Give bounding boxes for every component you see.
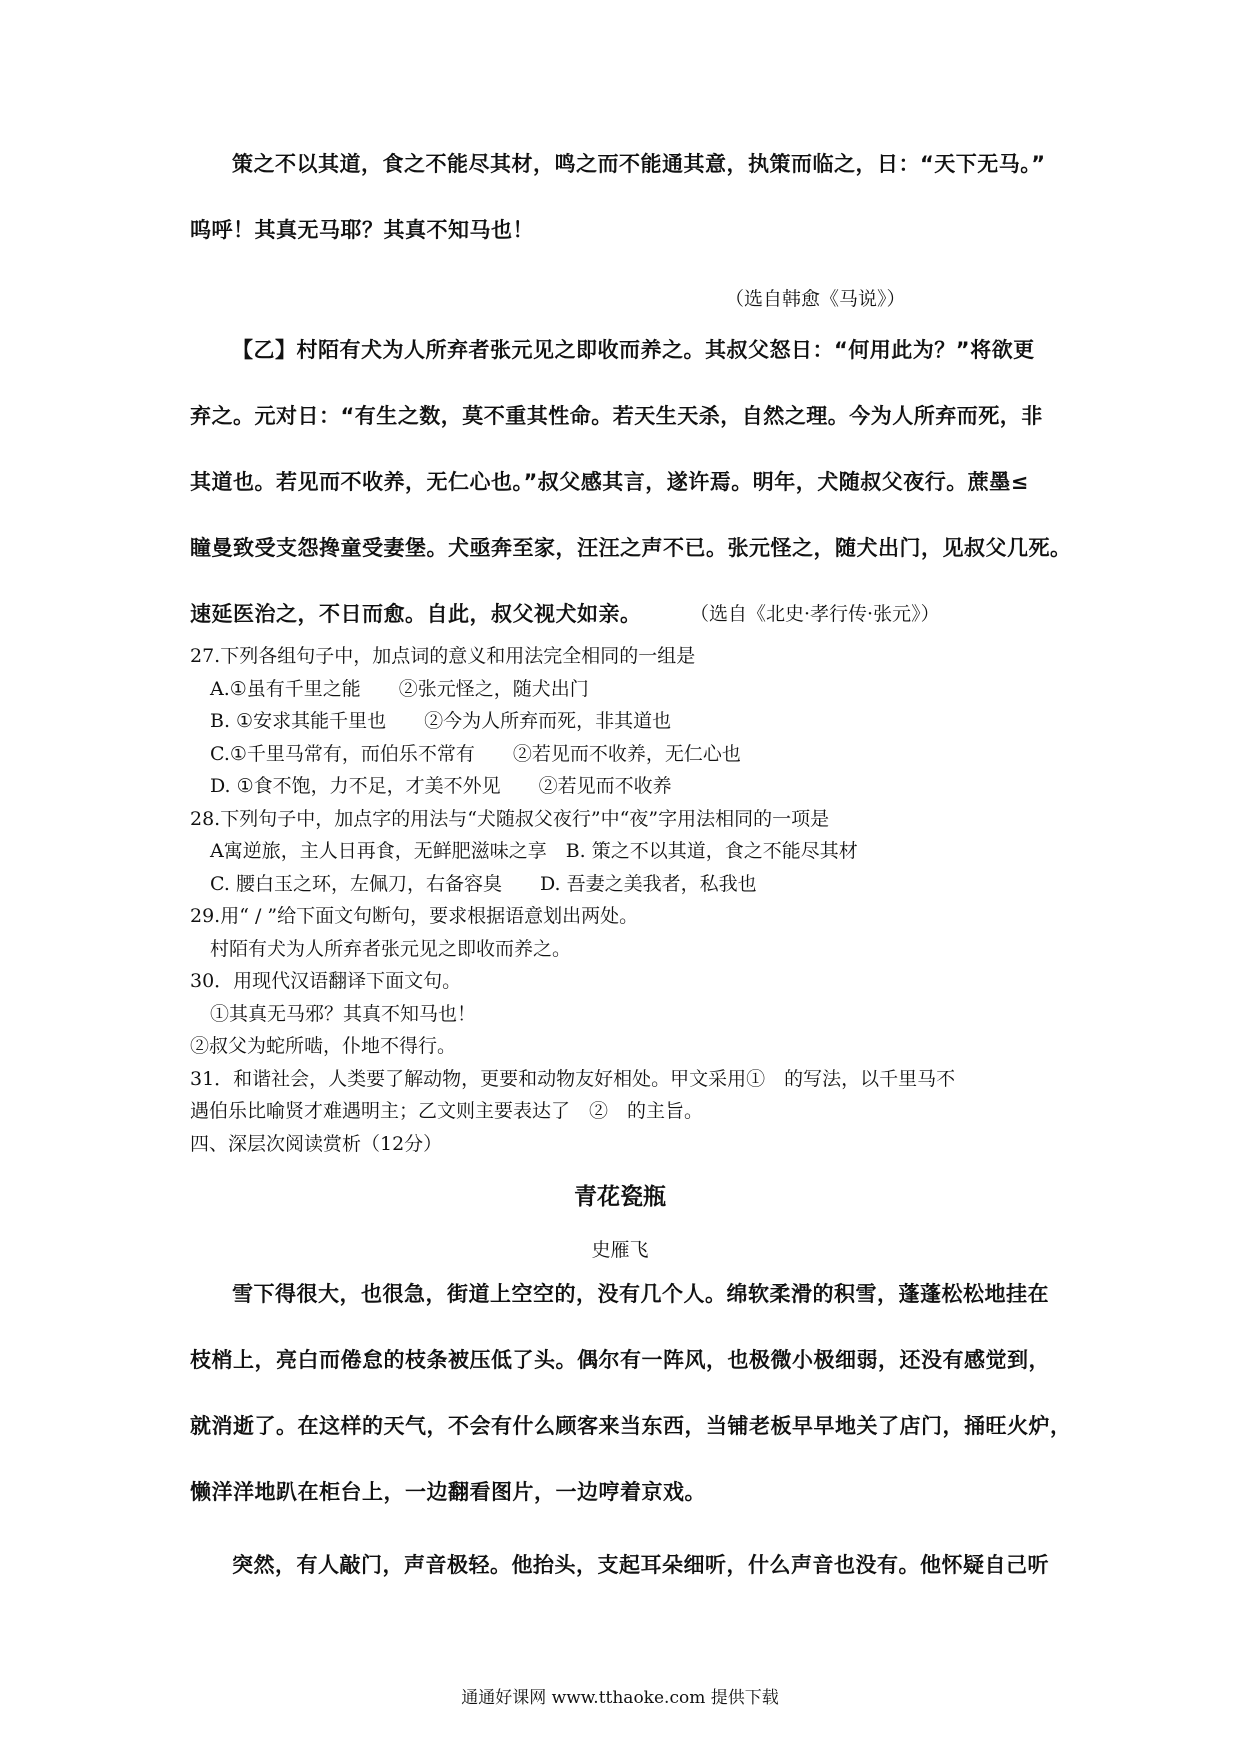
question-29: 29.用“ / ”给下面文句断句，要求根据语意划出两处。 [190, 905, 639, 927]
story-line: 枝梢上，亮白而倦怠的枝条被压低了头。偶尔有一阵风，也极微小极细弱，还没有感觉到， [190, 1348, 1050, 1372]
story-title: 青花瓷瓶 [574, 1184, 666, 1210]
question-30-item-1: ①其真无马邪？其真不知马也！ [210, 1002, 477, 1025]
passage-b-line: 瞳曼致受支怨搀童受妻堡。犬亟奔至家，汪汪之声不已。张元怪之，随犬出门，见叔父几死。 [190, 536, 1072, 560]
passage-b-line: 速延医治之，不日而愈。自此，叔父视犬如亲。 [190, 602, 642, 626]
story-line: 突然，有人敲门，声音极轻。他抬头，支起耳朵细听，什么声音也没有。他怀疑自己听 [232, 1553, 1049, 1577]
passage-b-line: 弃之。元对日：“有生之数，莫不重其性命。若天生天杀，自然之理。今为人所弃而死，非 [190, 404, 1043, 428]
question-28-options-cd: C. 腰白玉之环，左佩刀，右备容臭 D. 吾妻之美我者，私我也 [210, 872, 757, 895]
passage-b-source: （选自《北史·孝行传·张元》） [690, 603, 940, 625]
passage-a [190, 131, 1070, 263]
passage-b [190, 317, 1070, 647]
question-27-option-c: C.①千里马常有，而伯乐不常有 ②若见而不收养，无仁心也 [210, 742, 741, 765]
question-28: 28.下列句子中，加点字的用法与“犬随叔父夜行”中“夜”字用法相同的一项是 [190, 807, 830, 830]
questions-block [190, 640, 1070, 1160]
passage-b-line: 其道也。若见而不收养，无仁心也。”叔父感其言，遂许焉。明年，犬随叔父夜行。蔗墨≤ [190, 470, 1029, 494]
question-28-options-ab: A寓逆旅，主人日再食，无鲜肥滋味之享 B. 策之不以其道，食之不能尽其材 [210, 840, 858, 862]
question-27: 27.下列各组句子中，加点词的意义和用法完全相同的一组是 [190, 645, 696, 667]
passage-a-line: 策之不以其道，食之不能尽其材，鸣之而不能通其意，执策而临之，日：“天下无马。” [232, 152, 1046, 176]
question-27-option-d: D. ①食不饱，力不足，才美不外见 ②若见而不收养 [210, 775, 672, 797]
question-31: 31．和谐社会，人类要了解动物，更要和动物友好相处。甲文采用① 的写法，以千里马不 [190, 1067, 956, 1090]
story-line: 就消逝了。在这样的天气，不会有什么顾客来当东西，当铺老板早早地关了店门，捅旺火炉， [190, 1414, 1072, 1438]
story-body-paragraph-2 [190, 1532, 1070, 1598]
story-author: 史雁飞 [591, 1239, 649, 1261]
question-30-item-2: ②叔父为蛇所啮，仆地不得行。 [190, 1035, 457, 1057]
story-line: 懒洋洋地趴在柜台上，一边翻看图片，一边哼着京戏。 [190, 1480, 706, 1504]
section-heading-4: 四、深层次阅读赏析（12分） [190, 1132, 443, 1155]
question-29-sentence: 村陌有犬为人所弃者张元见之即收而养之。 [210, 937, 572, 960]
story-line: 雪下得很大，也很急，街道上空空的，没有几个人。绵软柔滑的积雪，蓬蓬松松地挂在 [232, 1282, 1049, 1306]
passage-a-line: 呜呼！其真无马耶？其真不知马也！ [190, 218, 534, 242]
passage-a-source: （选自韩愈《马说》） [725, 288, 906, 310]
passage-b-line: 【乙】村陌有犬为人所弃者张元见之即收而养之。其叔父怒日：“何用此为？”将欲更 [232, 338, 1035, 362]
story-body [190, 1261, 1070, 1525]
question-31-continued: 遇伯乐比喻贤才难遇明主；乙文则主要表达了 ② 的主旨。 [190, 1100, 704, 1122]
question-27-option-a: A.①虽有千里之能 ②张元怪之，随犬出门 [210, 677, 589, 700]
question-30: 30．用现代汉语翻译下面文句。 [190, 970, 462, 992]
question-27-option-b: B. ①安求其能千里也 ②今为人所弃而死，非其道也 [210, 710, 672, 732]
page-footer: 通通好课网 www.tthaoke.com 提供下载 [461, 1688, 779, 1708]
